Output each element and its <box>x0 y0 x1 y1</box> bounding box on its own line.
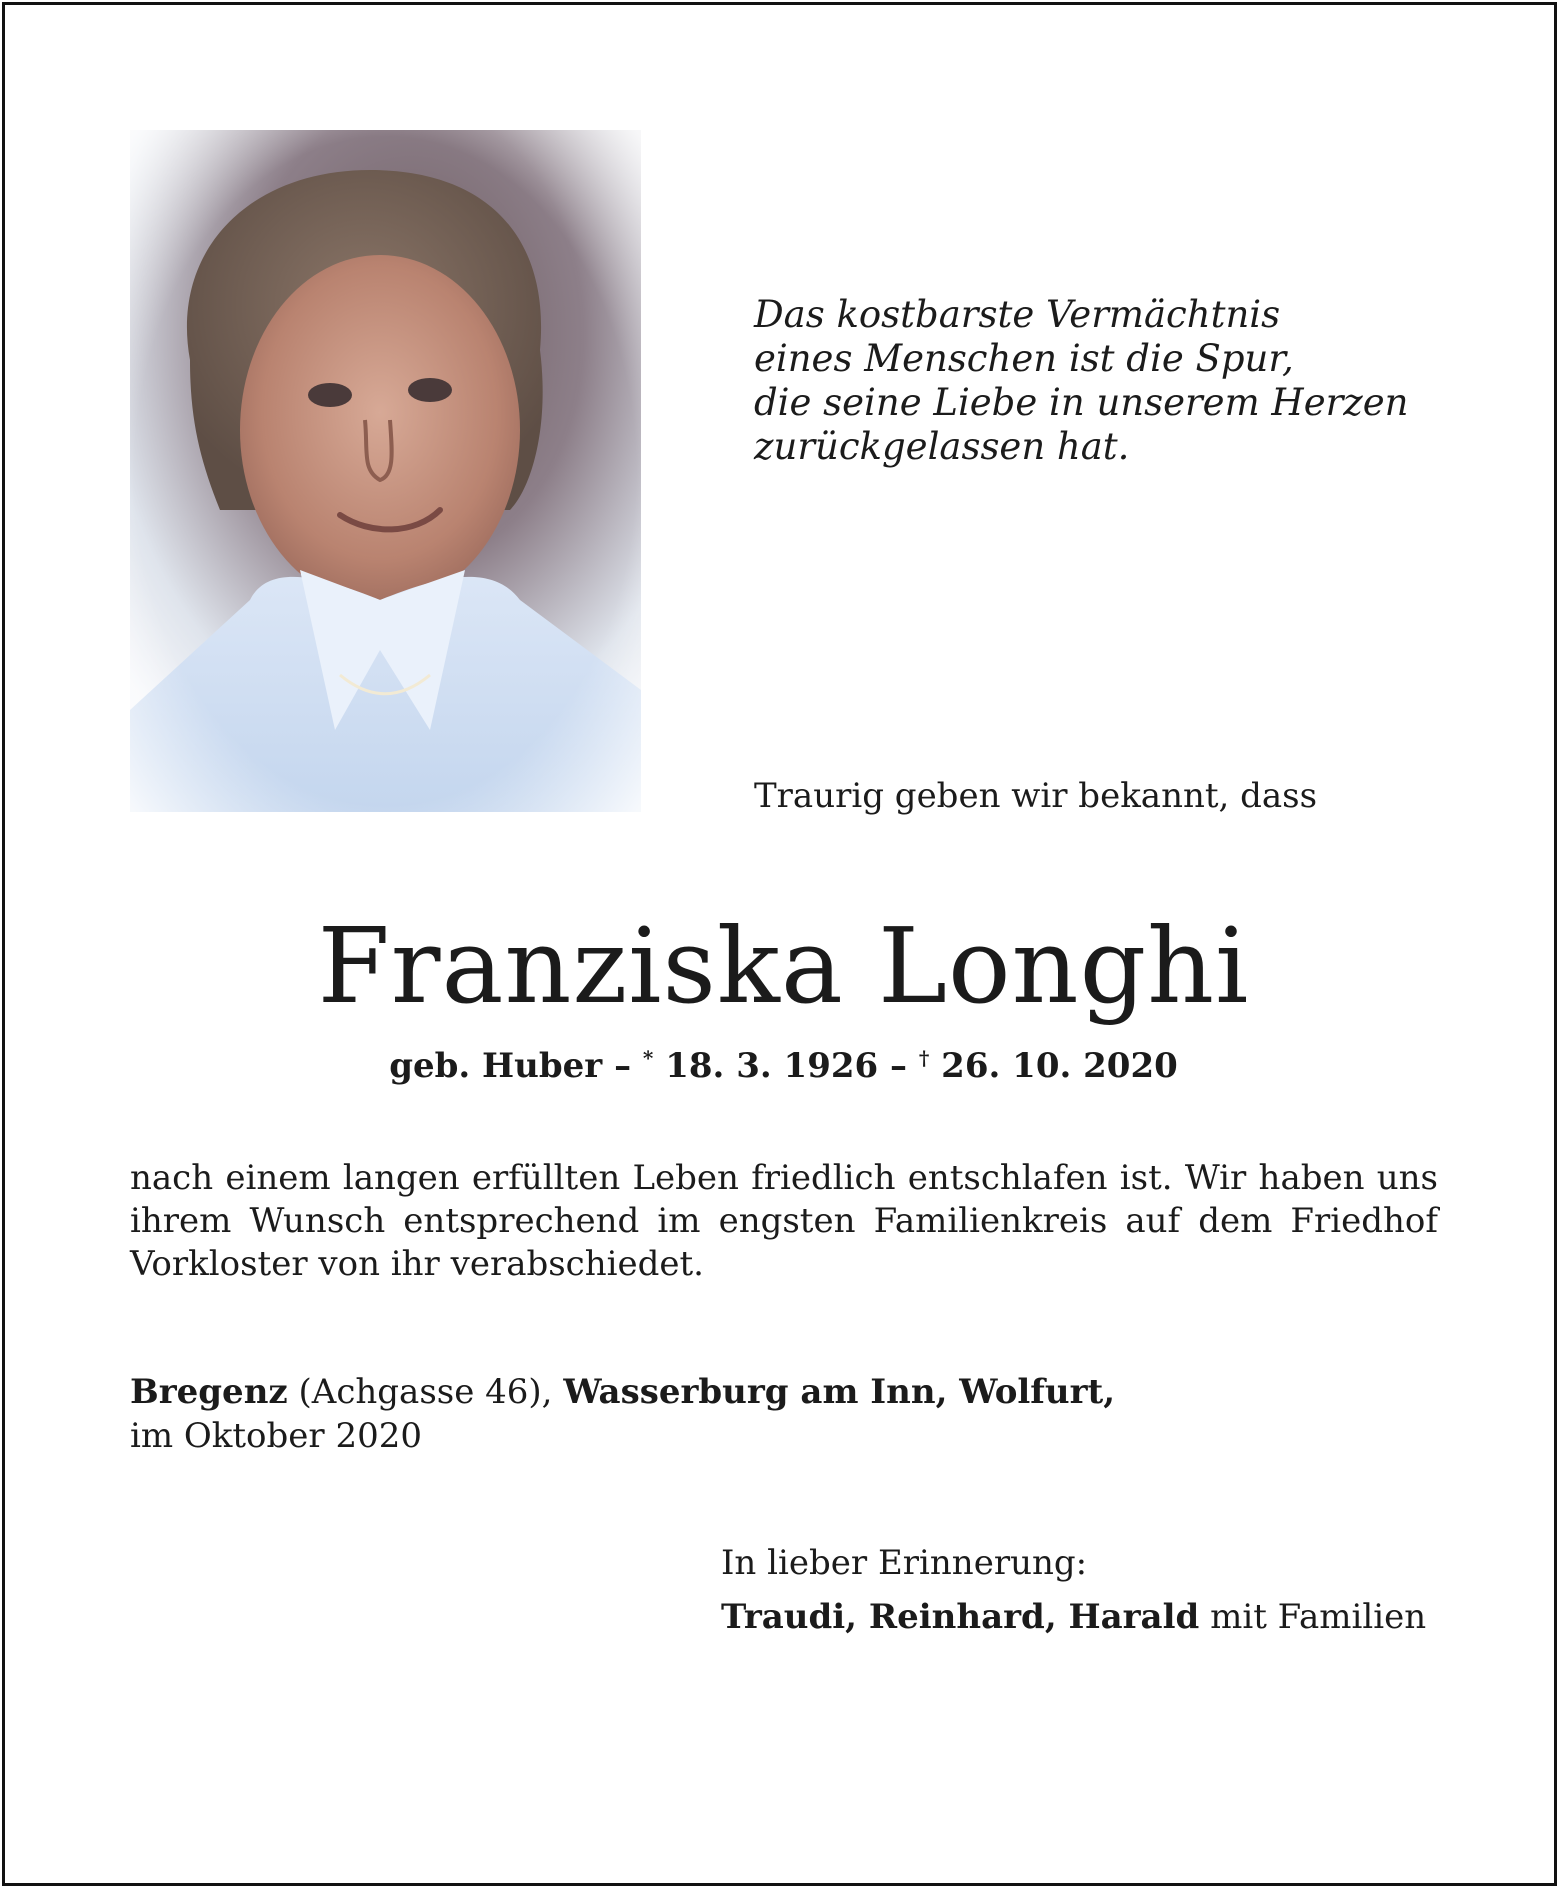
announcement-body: nach einem langen erfüllten Leben friedlich entschlafen ist. Wir haben uns ihrem Wunsch entsprechend im engsten Familienkreis auf dem Friedhof Vorkloster von ihr verabschiedet. <box>130 1158 1438 1284</box>
deceased-name: Franziska Longhi <box>317 905 1250 1027</box>
signature-block <box>721 1536 1426 1644</box>
memorial-quote <box>754 293 1409 469</box>
signature-suffix: mit Familien <box>1210 1597 1427 1637</box>
signature-heading: In lieber Erinnerung: <box>721 1543 1088 1583</box>
birth-symbol: * <box>642 1046 654 1070</box>
place-address: (Achgasse 46), <box>298 1372 553 1412</box>
portrait-image <box>130 130 641 812</box>
separator: – <box>890 1046 908 1086</box>
quote-line: Das kostbarste Vermächtnis <box>754 293 1281 336</box>
place-date: im Oktober 2020 <box>130 1416 423 1456</box>
quote-line: zurückgelassen hat. <box>754 425 1130 468</box>
birth-date: 18. 3. 1926 <box>665 1046 879 1086</box>
signature-names: Traudi, Reinhard, Harald <box>721 1597 1200 1637</box>
quote-line: eines Menschen ist die Spur, <box>754 337 1294 380</box>
intro-text: Traurig geben wir bekannt, dass <box>754 776 1318 816</box>
maiden-name: geb. Huber <box>389 1046 603 1086</box>
quote-line: die seine Liebe in unserem Herzen <box>754 381 1409 424</box>
life-dates <box>0 1033 1567 1091</box>
death-symbol: † <box>918 1046 930 1070</box>
place-and-date <box>130 1370 1115 1458</box>
death-date: 26. 10. 2020 <box>941 1046 1178 1086</box>
portrait-photo <box>130 130 641 812</box>
place-city: Bregenz <box>130 1372 288 1412</box>
place-others: Wasserburg am Inn, Wolfurt, <box>563 1372 1116 1412</box>
separator: – <box>614 1046 632 1086</box>
